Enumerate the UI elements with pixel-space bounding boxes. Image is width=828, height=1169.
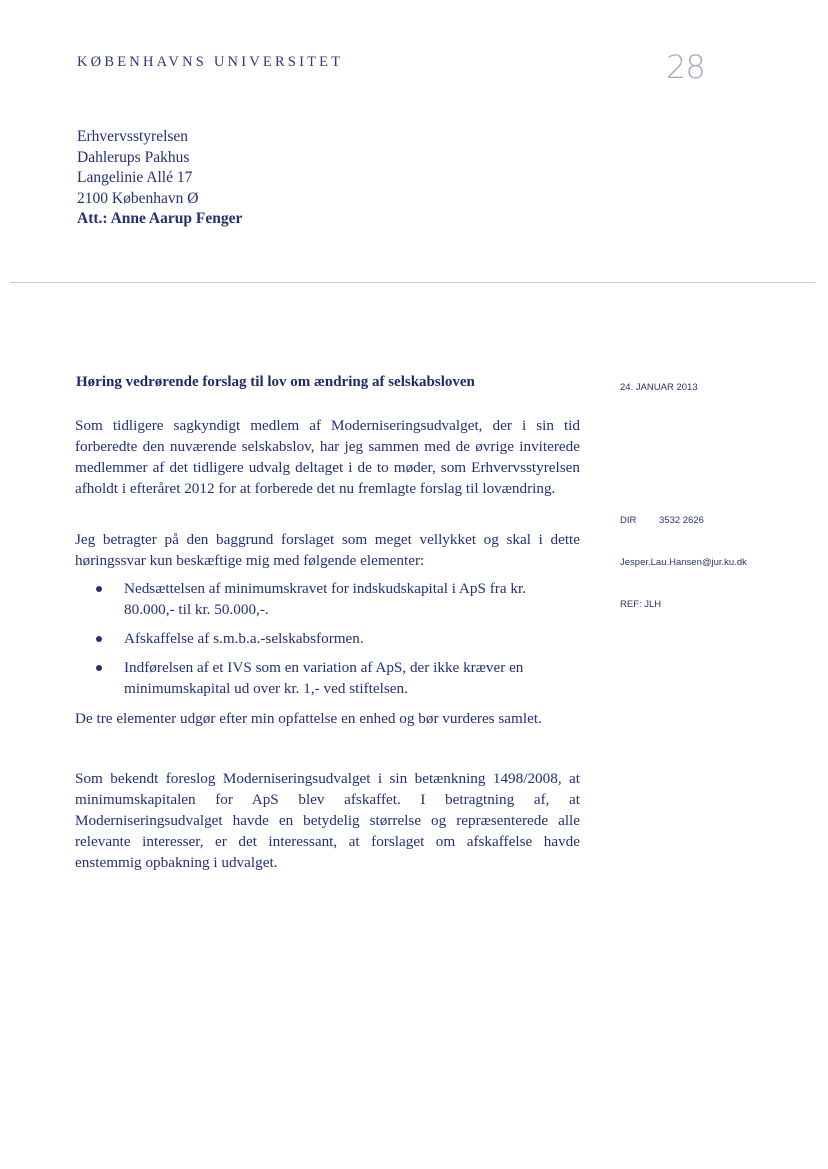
recipient-address [77, 127, 242, 230]
reference: REF: JLH [620, 599, 662, 610]
paragraph-4-text: Som bekendt foreslog Moderniseringsudvalget i sin betænkning 1498/2008, at minimumskapitalen for ApS blev afskaffet. I betragtning af, at Moderniseringsudvalget havde en betydelig størrelse og repræsenterede alle relevante interesser, er det interessant, at forslaget om afskaffelse havde enstemmig opbakning i udvalget. [75, 770, 580, 871]
bullet-icon [96, 636, 102, 642]
recipient-line-1: Erhvervsstyrelsen [77, 128, 189, 145]
sender-email[interactable]: Jesper.Lau.Hansen@jur.ku.dk [620, 557, 747, 568]
letter-date: 24. JANUAR 2013 [620, 382, 698, 393]
paragraph-4 [75, 768, 580, 873]
paragraph-1-text: Som tidligere sagkyndigt medlem af Moderniseringsudvalget, der i sin tid forberedte den nuværende selskabslov, har jeg sammen med de øvrige inviterede medlemmer af det tidligere udvalg deltaget i de to møder, som Erhvervsstyrelsen afholdt i efteråret 2012 for at forberede det nu fremlagte forslag til lovændring. [75, 417, 580, 497]
recipient-line-4: 2100 København Ø [77, 189, 199, 207]
bullet-icon [96, 665, 102, 671]
list-item [96, 578, 578, 620]
paragraph-2-text: Jeg betragter på den baggrund forslaget som meget vellykket og skal i dette høringssvar kun beskæftige mig med følgende elementer: [75, 531, 580, 569]
paragraph-1 [75, 415, 580, 499]
list-item [96, 628, 578, 649]
handwritten-page-number: 28 [666, 48, 705, 86]
paragraph-2 [75, 529, 580, 571]
list-item-text: Afskaffelse af s.m.b.a.-selskabsformen. [124, 630, 364, 647]
list-item-text: Indførelsen af et IVS som en variation af ApS, der ikke kræver en minimumskapital ud over kr. 1,- ved stiftelsen. [124, 659, 524, 697]
paragraph-3-text: De tre elementer udgør efter min opfattelse en enhed og bør vurderes samlet. [75, 710, 542, 727]
recipient-line-3: Langelinie Allé 17 [77, 169, 193, 186]
paragraph-3 [75, 708, 580, 729]
header-divider [10, 282, 815, 283]
letter-subject: Høring vedrørende forslag til lov om ændring af selskabsloven [76, 374, 475, 390]
direct-phone-label: DIR [620, 515, 637, 526]
bullet-icon [96, 586, 102, 592]
recipient-attention: Att.: Anne Aarup Fenger [77, 210, 243, 227]
institution-name: KØBENHAVNS UNIVERSITET [77, 54, 344, 70]
direct-phone [620, 515, 704, 526]
list-item-text: Nedsættelsen af minimumskravet for indskudskapital i ApS fra kr. 80.000,- til kr. 50.000,-. [124, 580, 526, 618]
recipient-line-2: Dahlerups Pakhus [77, 148, 190, 166]
list-item [96, 657, 578, 699]
element-list [96, 578, 578, 707]
direct-phone-number: 3532 2626 [659, 515, 704, 526]
